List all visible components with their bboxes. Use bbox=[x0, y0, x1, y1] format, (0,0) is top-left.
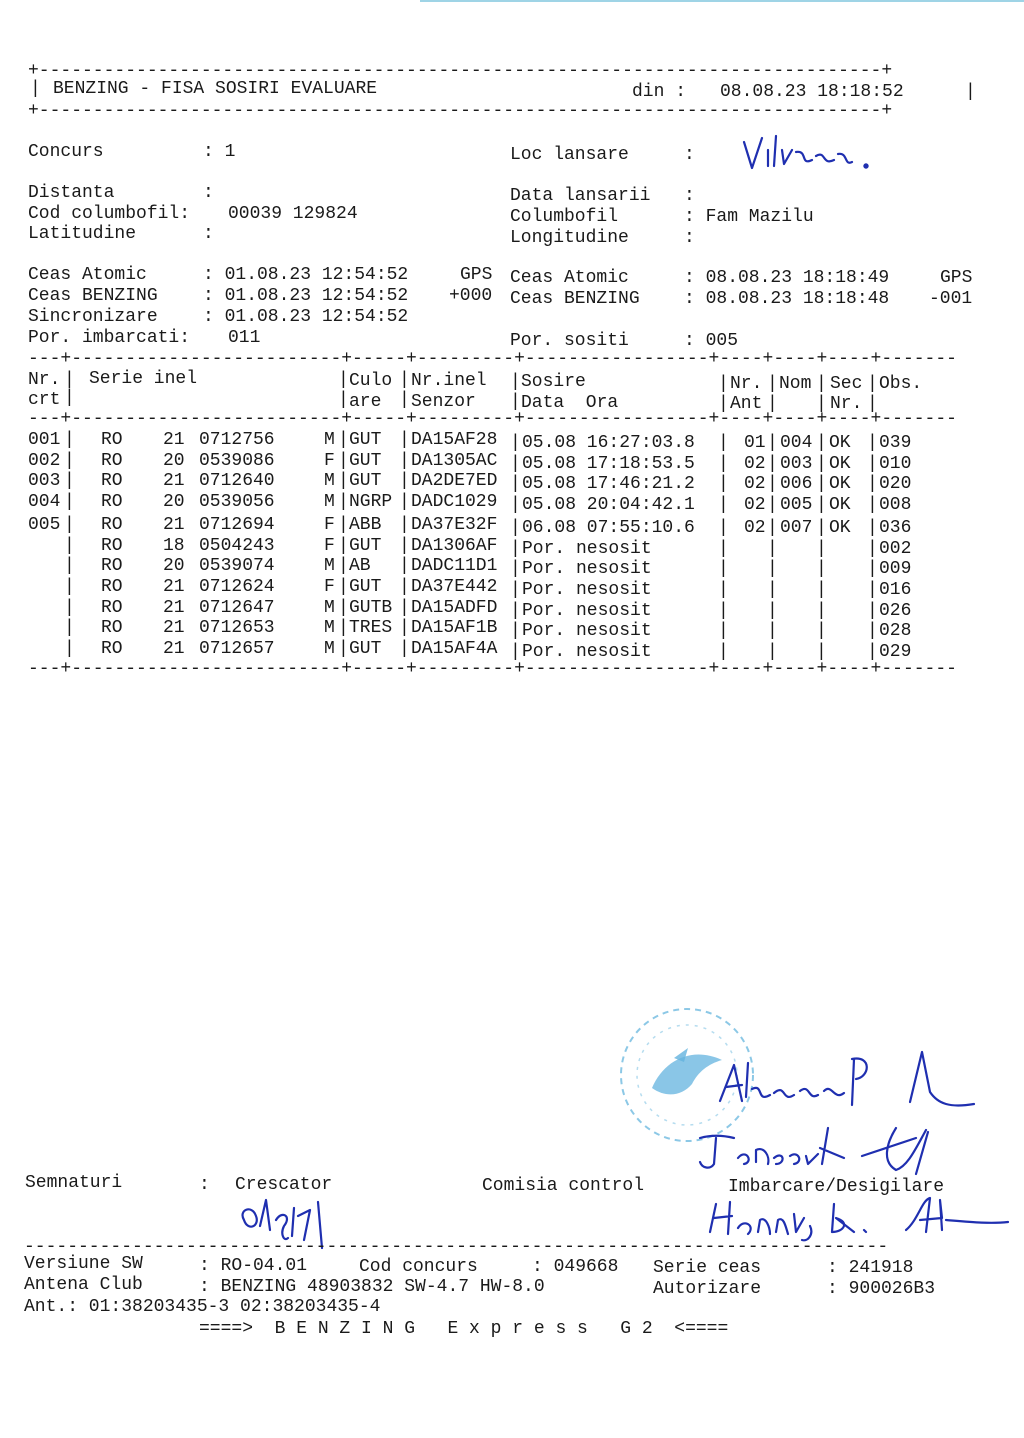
th-culo: Culo bbox=[349, 371, 393, 391]
column-separator: | bbox=[510, 579, 521, 600]
cell-sensor: DADC11D1 bbox=[411, 556, 498, 577]
handwritten-name-3 bbox=[704, 1192, 884, 1242]
cell-year: 21 bbox=[163, 597, 185, 618]
cell-nr: 003 bbox=[28, 471, 61, 492]
column-separator: | bbox=[510, 453, 521, 474]
columbofil-value: : Fam Mazilu bbox=[684, 207, 814, 227]
column-separator: | bbox=[399, 450, 410, 471]
column-separator: | bbox=[767, 559, 778, 580]
th-sec2: Nr. bbox=[830, 394, 863, 414]
antena-value: : BENZING 48903832 SW-4.7 HW-8.0 bbox=[199, 1277, 545, 1297]
column-separator: | bbox=[767, 517, 778, 538]
column-separator: | bbox=[510, 474, 521, 495]
clock-left-2-value: : 01.08.23 12:54:52 bbox=[203, 307, 409, 327]
clock-left-0-value: : 01.08.23 12:54:52 bbox=[203, 265, 409, 285]
cell-sex: M bbox=[324, 471, 335, 492]
clock-left-0-label: Ceas Atomic bbox=[28, 265, 147, 285]
cell-nom: 003 bbox=[780, 453, 813, 474]
th-inel: Nr.inel bbox=[411, 371, 487, 391]
cell-obs: 026 bbox=[879, 600, 912, 621]
cell-arrival: Por. nesosit bbox=[522, 600, 652, 621]
cod-columbofil-label: Cod columbofil: bbox=[28, 204, 191, 224]
cell-color: GUT bbox=[349, 639, 382, 659]
column-separator: | bbox=[767, 433, 778, 453]
cell-sex: F bbox=[324, 576, 335, 597]
data-lansarii-label: Data lansarii bbox=[510, 186, 651, 206]
loc-lansare-label: Loc lansare bbox=[510, 145, 629, 165]
column-separator: | bbox=[816, 453, 827, 474]
cell-obs: 002 bbox=[879, 538, 912, 559]
header-column-separator: | bbox=[64, 388, 75, 408]
header-border-top: +------------------------------------------------------------------------------+ bbox=[28, 61, 893, 81]
column-separator: | bbox=[718, 495, 729, 516]
latitudine-value: : bbox=[203, 224, 214, 244]
table-border-top: ---+-------------------------+-----+---------+-----------------+----+----+----+------- bbox=[28, 349, 957, 369]
column-separator: | bbox=[816, 495, 827, 516]
cell-year: 21 bbox=[163, 514, 185, 535]
cell-nom: 004 bbox=[780, 433, 813, 453]
column-separator: | bbox=[816, 621, 827, 642]
column-separator: | bbox=[338, 514, 349, 535]
column-separator: | bbox=[399, 576, 410, 597]
cell-nr: 001 bbox=[28, 430, 61, 450]
cell-year: 21 bbox=[163, 618, 185, 639]
column-separator: | bbox=[338, 618, 349, 639]
column-separator: | bbox=[510, 433, 521, 453]
cell-obs: 016 bbox=[879, 579, 912, 600]
latitudine-label: Latitudine bbox=[28, 224, 137, 244]
concurs-value: : 1 bbox=[203, 142, 236, 162]
column-separator: | bbox=[816, 474, 827, 495]
column-separator: | bbox=[64, 576, 75, 597]
cell-country: RO bbox=[101, 576, 123, 597]
column-separator: | bbox=[338, 450, 349, 471]
cell-sex: M bbox=[324, 618, 335, 639]
signature-mark-2 bbox=[856, 1118, 946, 1178]
column-separator: | bbox=[64, 535, 75, 556]
column-separator: | bbox=[64, 471, 75, 492]
column-separator: | bbox=[338, 430, 349, 450]
header-column-separator: | bbox=[867, 394, 878, 414]
cell-sensor: DA1306AF bbox=[411, 535, 498, 556]
column-separator: | bbox=[767, 495, 778, 516]
cell-arrival: 05.08 17:18:53.5 bbox=[522, 453, 695, 474]
cell-nr: 005 bbox=[28, 514, 61, 535]
cell-nom: 006 bbox=[780, 474, 813, 495]
column-separator: | bbox=[867, 433, 878, 453]
column-separator: | bbox=[718, 559, 729, 580]
column-separator: | bbox=[399, 430, 410, 450]
column-separator: | bbox=[867, 579, 878, 600]
column-separator: | bbox=[718, 579, 729, 600]
th-sosire: Sosire bbox=[521, 372, 586, 392]
cell-arrival: Por. nesosit bbox=[522, 559, 652, 580]
th-senzor: Senzor bbox=[411, 392, 476, 412]
cell-sec: OK bbox=[829, 495, 851, 516]
th-serie: Serie inel bbox=[89, 369, 198, 389]
longitudine-value: : bbox=[684, 228, 695, 248]
sositi-label: Por. sositi bbox=[510, 331, 629, 351]
column-separator: | bbox=[399, 618, 410, 639]
signature-mark-3 bbox=[900, 1190, 1010, 1240]
cell-sensor: DA2DE7ED bbox=[411, 471, 498, 492]
cell-sex: F bbox=[324, 514, 335, 535]
clock-left-2-label: Sincronizare bbox=[28, 307, 158, 327]
cell-year: 21 bbox=[163, 639, 185, 659]
th-obs: Obs. bbox=[879, 374, 923, 394]
header-column-separator: | bbox=[510, 372, 521, 392]
brand-line: ====> B E N Z I N G E x p r e s s G 2 <==== bbox=[199, 1319, 729, 1339]
signature-mark-1 bbox=[900, 1042, 980, 1112]
column-separator: | bbox=[816, 579, 827, 600]
column-separator: | bbox=[399, 471, 410, 492]
column-separator: | bbox=[338, 639, 349, 659]
column-separator: | bbox=[767, 579, 778, 600]
cell-color: GUT bbox=[349, 450, 382, 471]
column-separator: | bbox=[64, 597, 75, 618]
clock-left-1-label: Ceas BENZING bbox=[28, 286, 158, 306]
cell-country: RO bbox=[101, 450, 123, 471]
cell-sensor: DA15AF4A bbox=[411, 639, 498, 659]
cell-ring: 0712624 bbox=[199, 576, 275, 597]
cell-arrival: Por. nesosit bbox=[522, 621, 652, 642]
cell-color: GUT bbox=[349, 576, 382, 597]
longitudine-label: Longitudine bbox=[510, 228, 629, 248]
header-column-separator: | bbox=[399, 390, 410, 410]
header-column-separator: | bbox=[399, 370, 410, 390]
cell-arrival: Por. nesosit bbox=[522, 579, 652, 600]
header-border-bottom: +------------------------------------------------------------------------------+ bbox=[28, 101, 893, 121]
column-separator: | bbox=[510, 600, 521, 621]
cell-country: RO bbox=[101, 471, 123, 492]
column-separator: | bbox=[816, 600, 827, 621]
clock-right-0-label: Ceas Atomic bbox=[510, 268, 629, 288]
column-separator: | bbox=[816, 559, 827, 580]
column-separator: | bbox=[816, 433, 827, 453]
cell-nr: 004 bbox=[28, 492, 61, 513]
th-data-ora: Data Ora bbox=[521, 393, 619, 413]
column-separator: | bbox=[867, 453, 878, 474]
column-separator: | bbox=[338, 471, 349, 492]
cell-color: GUT bbox=[349, 471, 382, 492]
th-sec: Sec bbox=[830, 374, 863, 394]
cell-country: RO bbox=[101, 492, 123, 513]
column-separator: | bbox=[510, 538, 521, 559]
footer-divider: -------------------------------------------------------------------------------- bbox=[24, 1237, 889, 1257]
cell-ring: 0712694 bbox=[199, 514, 275, 535]
cell-ring: 0539056 bbox=[199, 492, 275, 513]
serie-ceas-label: Serie ceas bbox=[653, 1258, 762, 1278]
column-separator: | bbox=[399, 535, 410, 556]
cell-color: GUT bbox=[349, 535, 382, 556]
column-separator: | bbox=[867, 559, 878, 580]
cell-color: ABB bbox=[349, 514, 382, 535]
column-separator: | bbox=[510, 495, 521, 516]
cell-country: RO bbox=[101, 556, 123, 577]
column-separator: | bbox=[64, 430, 75, 450]
column-separator: | bbox=[338, 535, 349, 556]
clock-right-1-suffix: -001 bbox=[929, 289, 973, 309]
th-culo2: are bbox=[349, 392, 382, 412]
cell-sex: M bbox=[324, 430, 335, 450]
header-right-bar: | bbox=[965, 82, 976, 102]
cell-sensor: DA15ADFD bbox=[411, 597, 498, 618]
cell-arrival: Por. nesosit bbox=[522, 642, 652, 662]
cell-obs: 029 bbox=[879, 642, 912, 662]
cell-arrival: 05.08 17:46:21.2 bbox=[522, 474, 695, 495]
header-title: BENZING - FISA SOSIRI EVALUARE bbox=[53, 79, 378, 99]
cell-year: 20 bbox=[163, 450, 185, 471]
column-separator: | bbox=[718, 517, 729, 538]
header-column-separator: | bbox=[867, 374, 878, 394]
column-separator: | bbox=[816, 538, 827, 559]
header-column-separator: | bbox=[338, 370, 349, 390]
column-separator: | bbox=[399, 597, 410, 618]
header-column-separator: | bbox=[718, 374, 729, 394]
clock-left-1-value: : 01.08.23 12:54:52 bbox=[203, 286, 409, 306]
cell-year: 20 bbox=[163, 492, 185, 513]
cell-color: TRES bbox=[349, 618, 393, 639]
column-separator: | bbox=[510, 559, 521, 580]
column-separator: | bbox=[767, 538, 778, 559]
header-left-bar: | bbox=[30, 79, 41, 99]
data-lansarii-value: : bbox=[684, 186, 695, 206]
comisia-label: Comisia control bbox=[482, 1176, 645, 1196]
th-ant2: Ant bbox=[730, 394, 763, 414]
table-border-mid: ---+-------------------------+-----+---------+-----------------+----+----+----+------- bbox=[28, 409, 957, 429]
column-separator: | bbox=[64, 556, 75, 577]
sositi-value: : 005 bbox=[684, 331, 739, 351]
cell-obs: 020 bbox=[879, 474, 912, 495]
cell-arrival: Por. nesosit bbox=[522, 538, 652, 559]
cell-sex: M bbox=[324, 639, 335, 659]
column-separator: | bbox=[64, 639, 75, 659]
column-separator: | bbox=[767, 600, 778, 621]
cell-nom: 007 bbox=[780, 517, 813, 538]
loc-lansare-sep: : bbox=[684, 145, 695, 165]
clock-left-0-suffix: GPS bbox=[460, 265, 493, 285]
columbofil-label: Columbofil bbox=[510, 207, 619, 227]
column-separator: | bbox=[767, 642, 778, 662]
cell-country: RO bbox=[101, 514, 123, 535]
cell-ring: 0712657 bbox=[199, 639, 275, 659]
column-separator: | bbox=[338, 576, 349, 597]
column-separator: | bbox=[767, 474, 778, 495]
cell-sex: M bbox=[324, 492, 335, 513]
column-separator: | bbox=[867, 642, 878, 662]
cell-year: 20 bbox=[163, 556, 185, 577]
column-separator: | bbox=[338, 556, 349, 577]
cell-obs: 039 bbox=[879, 433, 912, 453]
th-nom: Nom bbox=[779, 374, 812, 394]
scan-edge-line bbox=[420, 0, 1024, 2]
header-din-value: 08.08.23 18:18:52 bbox=[720, 82, 904, 102]
cell-sec: OK bbox=[829, 453, 851, 474]
cell-ring: 0712640 bbox=[199, 471, 275, 492]
cell-ring: 0712756 bbox=[199, 430, 275, 450]
cod-concurs-label: Cod concurs bbox=[359, 1257, 478, 1277]
header-column-separator: | bbox=[718, 394, 729, 414]
cell-antenna: 02 bbox=[744, 517, 766, 538]
cell-color: NGRP bbox=[349, 492, 393, 513]
cell-sensor: DA37E32F bbox=[411, 514, 498, 535]
cell-sensor: DADC1029 bbox=[411, 492, 498, 513]
column-separator: | bbox=[718, 453, 729, 474]
imbarcati-label: Por. imbarcati: bbox=[28, 328, 191, 348]
cell-sex: M bbox=[324, 556, 335, 577]
cell-sec: OK bbox=[829, 474, 851, 495]
column-separator: | bbox=[510, 517, 521, 538]
column-separator: | bbox=[399, 556, 410, 577]
cell-sex: F bbox=[324, 535, 335, 556]
cell-sensor: DA37E442 bbox=[411, 576, 498, 597]
cell-antenna: 02 bbox=[744, 495, 766, 516]
table-border-bottom: ---+-------------------------+-----+---------+-----------------+----+----+----+------- bbox=[28, 659, 957, 679]
header-column-separator: | bbox=[767, 374, 778, 394]
cell-antenna: 01 bbox=[744, 433, 766, 453]
cell-country: RO bbox=[101, 639, 123, 659]
versiune-label: Versiune SW bbox=[24, 1254, 143, 1274]
antena-label: Antena Club bbox=[24, 1275, 143, 1295]
column-separator: | bbox=[338, 492, 349, 513]
cell-country: RO bbox=[101, 597, 123, 618]
column-separator: | bbox=[867, 517, 878, 538]
cell-ring: 0712653 bbox=[199, 618, 275, 639]
clock-right-1-label: Ceas BENZING bbox=[510, 289, 640, 309]
handwritten-name-1 bbox=[712, 1045, 882, 1115]
serie-ceas-value: : 241918 bbox=[827, 1258, 914, 1278]
header-column-separator: | bbox=[64, 370, 75, 390]
imbarcare-label: Imbarcare/Desigilare bbox=[728, 1177, 945, 1197]
cell-sensor: DA1305AC bbox=[411, 450, 498, 471]
cell-sex: M bbox=[324, 597, 335, 618]
cell-year: 18 bbox=[163, 535, 185, 556]
th-ant: Nr. bbox=[730, 374, 763, 394]
cell-antenna: 02 bbox=[744, 474, 766, 495]
cell-obs: 008 bbox=[879, 495, 912, 516]
column-separator: | bbox=[718, 433, 729, 453]
cell-obs: 009 bbox=[879, 559, 912, 580]
column-separator: | bbox=[64, 618, 75, 639]
column-separator: | bbox=[399, 492, 410, 513]
header-din-label: din : bbox=[632, 82, 687, 102]
cell-color: GUTB bbox=[349, 597, 393, 618]
cell-ring: 0539086 bbox=[199, 450, 275, 471]
cell-ring: 0712647 bbox=[199, 597, 275, 618]
column-separator: | bbox=[718, 538, 729, 559]
column-separator: | bbox=[767, 453, 778, 474]
cell-obs: 028 bbox=[879, 621, 912, 642]
cell-country: RO bbox=[101, 618, 123, 639]
column-separator: | bbox=[867, 621, 878, 642]
header-column-separator: | bbox=[510, 392, 521, 412]
loc-lansare-handwriting bbox=[738, 130, 878, 180]
clock-right-0-value: : 08.08.23 18:18:49 bbox=[684, 268, 890, 288]
handwritten-name-2 bbox=[694, 1118, 864, 1178]
cell-ring: 0539074 bbox=[199, 556, 275, 577]
cell-color: AB bbox=[349, 556, 371, 577]
cell-sensor: DA15AF28 bbox=[411, 430, 498, 450]
column-separator: | bbox=[64, 450, 75, 471]
th-crt: crt bbox=[28, 390, 61, 410]
cell-nom: 005 bbox=[780, 495, 813, 516]
cod-columbofil-value: 00039 129824 bbox=[228, 204, 358, 224]
column-separator: | bbox=[399, 639, 410, 659]
column-separator: | bbox=[64, 492, 75, 513]
autorizare-value: : 900026B3 bbox=[827, 1279, 936, 1299]
cell-arrival: 05.08 20:04:42.1 bbox=[522, 495, 695, 516]
column-separator: | bbox=[867, 600, 878, 621]
column-separator: | bbox=[64, 514, 75, 535]
clock-right-1-value: : 08.08.23 18:18:48 bbox=[684, 289, 890, 309]
column-separator: | bbox=[718, 621, 729, 642]
cell-obs: 010 bbox=[879, 453, 912, 474]
cell-antenna: 02 bbox=[744, 453, 766, 474]
column-separator: | bbox=[867, 538, 878, 559]
column-separator: | bbox=[510, 621, 521, 642]
header-column-separator: | bbox=[816, 374, 827, 394]
cell-nr: 002 bbox=[28, 450, 61, 471]
cell-obs: 036 bbox=[879, 517, 912, 538]
concurs-label: Concurs bbox=[28, 142, 104, 162]
semnaturi-label: Semnaturi bbox=[25, 1173, 123, 1193]
column-separator: | bbox=[338, 597, 349, 618]
cell-country: RO bbox=[101, 535, 123, 556]
cell-color: GUT bbox=[349, 430, 382, 450]
header-column-separator: | bbox=[767, 394, 778, 414]
autorizare-label: Autorizare bbox=[653, 1279, 762, 1299]
cell-year: 21 bbox=[163, 471, 185, 492]
cell-sex: F bbox=[324, 450, 335, 471]
column-separator: | bbox=[718, 600, 729, 621]
column-separator: | bbox=[399, 514, 410, 535]
column-separator: | bbox=[816, 517, 827, 538]
cod-concurs-value: : 049668 bbox=[532, 1257, 619, 1277]
versiune-value: : RO-04.01 bbox=[199, 1256, 308, 1276]
cell-sec: OK bbox=[829, 517, 851, 538]
column-separator: | bbox=[867, 495, 878, 516]
distanta-label: Distanta bbox=[28, 183, 115, 203]
cell-year: 21 bbox=[163, 430, 185, 450]
column-separator: | bbox=[767, 621, 778, 642]
column-separator: | bbox=[510, 642, 521, 662]
clock-left-1-suffix: +000 bbox=[449, 286, 493, 306]
antenna-line: Ant.: 01:38203435-3 02:38203435-4 bbox=[24, 1297, 381, 1317]
cell-arrival: 06.08 07:55:10.6 bbox=[522, 517, 695, 538]
column-separator: | bbox=[867, 474, 878, 495]
column-separator: | bbox=[816, 642, 827, 662]
semnaturi-sep: : bbox=[199, 1175, 210, 1195]
cell-year: 21 bbox=[163, 576, 185, 597]
header-column-separator: | bbox=[816, 394, 827, 414]
cell-arrival: 05.08 16:27:03.8 bbox=[522, 433, 695, 453]
cell-sec: OK bbox=[829, 433, 851, 453]
column-separator: | bbox=[718, 642, 729, 662]
crescator-label: Crescator bbox=[235, 1175, 333, 1195]
th-nr: Nr. bbox=[28, 370, 61, 390]
cell-ring: 0504243 bbox=[199, 535, 275, 556]
imbarcati-value: 011 bbox=[228, 328, 261, 348]
column-separator: | bbox=[718, 474, 729, 495]
distanta-value: : bbox=[203, 183, 214, 203]
header-column-separator: | bbox=[338, 390, 349, 410]
cell-country: RO bbox=[101, 430, 123, 450]
cell-sensor: DA15AF1B bbox=[411, 618, 498, 639]
clock-right-0-suffix: GPS bbox=[940, 268, 973, 288]
